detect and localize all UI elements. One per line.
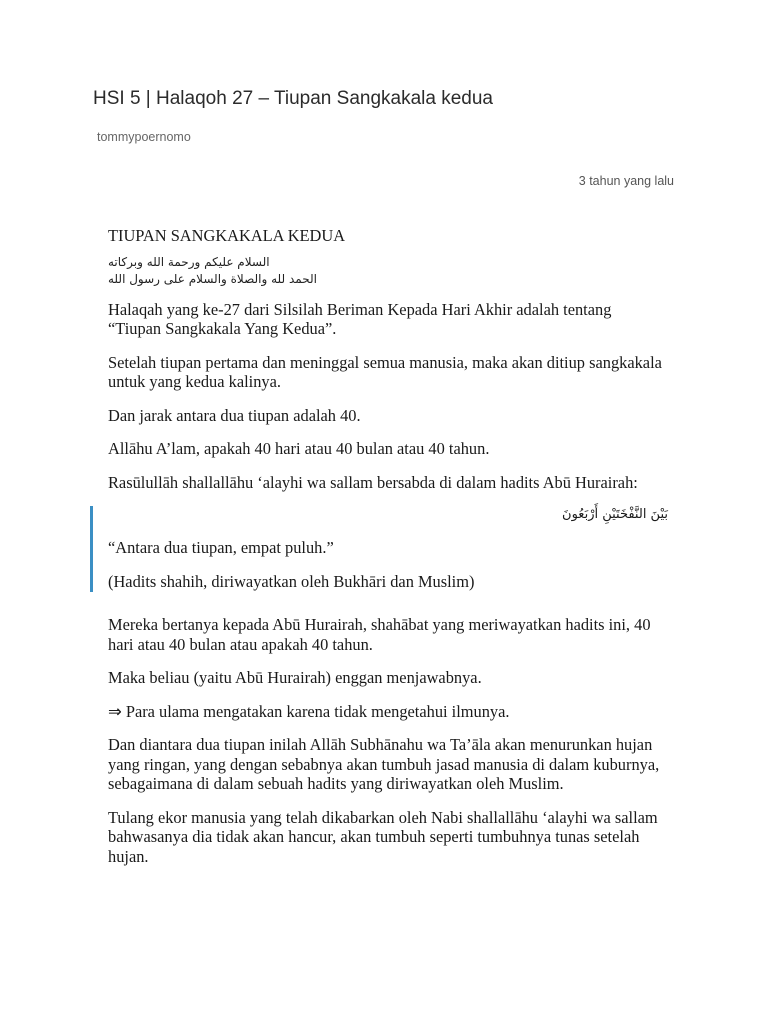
paragraph-8: ⇒ Para ulama mengatakan karena tidak mengetahui ilmunya. (108, 701, 510, 721)
hadith-source: (Hadits shahih, diriwayatkan oleh Bukhāri dan Muslim) (108, 571, 475, 591)
article-body (108, 226, 668, 880)
hadith-arabic-text: بَيْنَ النَّفْخَتَيْنِ أَرْبَعُونَ (562, 507, 668, 522)
paragraph-2: Setelah tiupan pertama dan meninggal semua manusia, maka akan ditiup sangkakala untuk yang kedua kalinya. (108, 352, 662, 391)
arabic-greeting (108, 254, 668, 288)
post-title: HSI 5 | Halaqoh 27 – Tiupan Sangkakala kedua (93, 88, 493, 109)
article-subtitle: TIUPAN SANGKAKALA KEDUA (108, 226, 346, 245)
post-timestamp: 3 tahun yang lalu (578, 174, 674, 188)
arabic-greeting-line-2: الحمد لله والصلاة والسلام على رسول الله (108, 271, 317, 286)
paragraph-3: Dan jarak antara dua tiupan adalah 40. (108, 405, 361, 425)
hadith-blockquote (108, 506, 668, 591)
paragraph-6: Mereka bertanya kepada Abū Hurairah, shahābat yang meriwayatkan hadits ini, 40 hari atau 40 bulan atau apakah 40 tahun. (108, 615, 651, 654)
blockquote-bar (90, 506, 93, 592)
paragraph-4: Allāhu A’lam, apakah 40 hari atau 40 bulan atau 40 tahun. (108, 439, 490, 458)
paragraph-10: Tulang ekor manusia yang telah dikabarkan oleh Nabi shallallāhu ‘alayhi wa sallam bahwasanya dia tidak akan hancur, akan tumbuh seperti tumbuhnya tunas setelah hujan. (108, 807, 658, 866)
paragraph-9: Dan diantara dua tiupan inilah Allāh Subhānahu wa Ta’āla akan menurunkan hujan yang ringan, yang dengan sebabnya akan tumbuh jasad manusia di dalam kuburnya, sebagaimana di dalam sebuah hadits yang diriwayatkan oleh Muslim. (108, 735, 660, 793)
paragraph-1: Halaqah yang ke-27 dari Silsilah Beriman Kepada Hari Akhir adalah tentang “Tiupan Sangkakala Yang Kedua”. (108, 299, 612, 338)
author-name[interactable]: tommypoernomo (97, 130, 191, 144)
arabic-greeting-line-1: السلام عليكم ورحمة الله وبركاته (108, 254, 270, 269)
hadith-translation: “Antara dua tiupan, empat puluh.” (108, 538, 334, 557)
paragraph-7: Maka beliau (yaitu Abū Hurairah) enggan menjawabnya. (108, 668, 482, 687)
paragraph-5: Rasūlullāh shallallāhu ‘alayhi wa sallam bersabda di dalam hadits Abū Hurairah: (108, 472, 638, 492)
